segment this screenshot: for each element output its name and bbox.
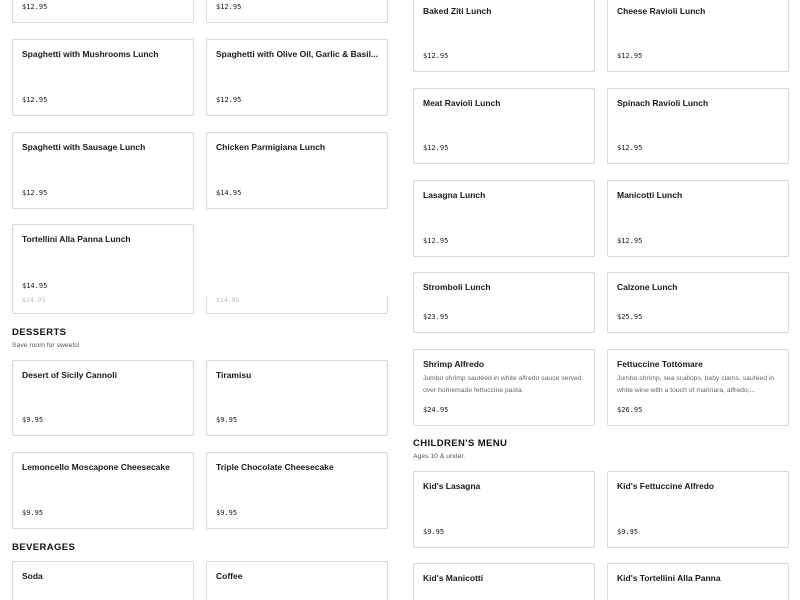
menu-item-card[interactable] — [607, 563, 789, 600]
menu-item-card[interactable] — [12, 132, 194, 209]
menu-item-card[interactable] — [607, 88, 789, 164]
menu-item-card[interactable] — [607, 0, 789, 72]
item-name: Stromboli Lunch — [423, 282, 491, 292]
menu-item-card[interactable] — [12, 0, 194, 23]
item-name: Tortellini Alla Panna Lunch — [22, 234, 131, 244]
item-price: $9.95 — [22, 509, 44, 517]
item-name: Desert of Sicily Cannoli — [22, 370, 117, 380]
menu-item-card[interactable] — [607, 349, 789, 426]
item-name: Spinach Ravioli Lunch — [617, 98, 709, 108]
item-name: Soda — [22, 571, 43, 581]
menu-item-card[interactable] — [12, 360, 194, 436]
menu-item-card[interactable] — [206, 452, 388, 529]
menu-item-card[interactable] — [607, 272, 789, 333]
menu-item-card[interactable] — [413, 0, 595, 72]
item-price: $12.95 — [423, 144, 449, 152]
item-price: $23.95 — [423, 313, 449, 321]
item-name: Calzone Lunch — [617, 282, 678, 292]
item-name: Kid's Manicotti — [423, 573, 484, 583]
item-name: Lemoncello Moscapone Cheesecake — [22, 462, 170, 472]
item-price: $26.95 — [617, 406, 643, 414]
item-description: Jumbo shrimp, sea scallops, baby clams, sautéed in white wine with a touch of marinara, alfredo,... — [617, 375, 775, 394]
item-price: $14.95 — [216, 189, 242, 197]
item-name: Kid's Lasagna — [423, 481, 481, 491]
item-name: Spaghetti with Sausage Lunch — [22, 142, 146, 152]
item-price: $9.95 — [22, 416, 44, 424]
item-price-ghost: $14.95 — [22, 296, 46, 304]
menu-item-card[interactable] — [607, 180, 789, 257]
item-price: $24.95 — [423, 406, 449, 414]
item-name: Kid's Tortellini Alla Panna — [617, 573, 721, 583]
item-name: Spaghetti with Olive Oil, Garlic & Basil... — [216, 49, 379, 59]
item-price: $12.95 — [216, 96, 242, 104]
item-name: Lasagna Lunch — [423, 190, 486, 200]
item-price: $12.95 — [22, 96, 48, 104]
item-price: $14.95 — [22, 282, 48, 290]
item-name: Fettuccine Tottomare — [617, 359, 703, 369]
menu-item-card[interactable] — [206, 360, 388, 436]
item-price-ghost: $14.95 — [216, 296, 240, 304]
section-subtitle-childrens-menu: Ages 10 & under. — [413, 453, 466, 460]
menu-item-card[interactable] — [12, 39, 194, 116]
menu-item-card[interactable] — [607, 471, 789, 548]
section-title-desserts: DESSERTS — [12, 327, 67, 338]
item-price: $9.95 — [617, 528, 639, 536]
item-name: Kid's Fettuccine Alfredo — [617, 481, 715, 491]
menu-item-card-partial — [206, 296, 388, 314]
item-price: $12.95 — [617, 237, 643, 245]
item-name: Chicken Parmigiana Lunch — [216, 142, 326, 152]
item-price: $25.95 — [617, 313, 643, 321]
section-title-beverages: BEVERAGES — [12, 542, 76, 553]
item-name: Cheese Ravioli Lunch — [617, 6, 706, 16]
item-name: Manicotti Lunch — [617, 190, 683, 200]
menu-item-card[interactable] — [206, 132, 388, 209]
item-price: $9.95 — [216, 509, 238, 517]
item-name: Baked Ziti Lunch — [423, 6, 492, 16]
item-price: $12.95 — [22, 3, 48, 11]
section-title-childrens-menu: CHILDREN'S MENU — [413, 438, 508, 449]
item-price: $12.95 — [22, 189, 48, 197]
item-name: Spaghetti with Mushrooms Lunch — [22, 49, 159, 59]
item-price: $12.95 — [617, 144, 643, 152]
menu-item-card[interactable] — [413, 272, 595, 333]
item-price: $12.95 — [617, 52, 643, 60]
item-price: $9.95 — [423, 528, 445, 536]
menu-item-card[interactable] — [413, 563, 595, 600]
item-name: Triple Chocolate Cheesecake — [216, 462, 334, 472]
section-subtitle-desserts: Save room for sweets! — [12, 342, 80, 349]
item-name: Tiramisu — [216, 370, 252, 380]
menu-item-card[interactable] — [12, 561, 194, 600]
item-name: Meat Ravioli Lunch — [423, 98, 501, 108]
item-description: Jumbo shrimp sautéed in white alfredo sauce served over homemade fettuccine pasta. — [423, 375, 582, 394]
menu-item-card[interactable] — [413, 471, 595, 548]
item-price: $12.95 — [423, 237, 449, 245]
menu-item-card[interactable] — [12, 452, 194, 529]
item-name: Shrimp Alfredo — [423, 359, 485, 369]
item-price: $12.95 — [216, 3, 242, 11]
menu-item-card[interactable] — [413, 180, 595, 257]
item-name: Coffee — [216, 571, 243, 581]
item-price: $9.95 — [216, 416, 238, 424]
menu-item-card[interactable] — [206, 0, 388, 23]
menu-item-card[interactable] — [12, 224, 194, 314]
menu-item-card[interactable] — [206, 39, 388, 116]
menu-item-card[interactable] — [413, 349, 595, 426]
item-price: $12.95 — [423, 52, 449, 60]
menu-item-card[interactable] — [206, 561, 388, 600]
menu-item-card[interactable] — [413, 88, 595, 164]
